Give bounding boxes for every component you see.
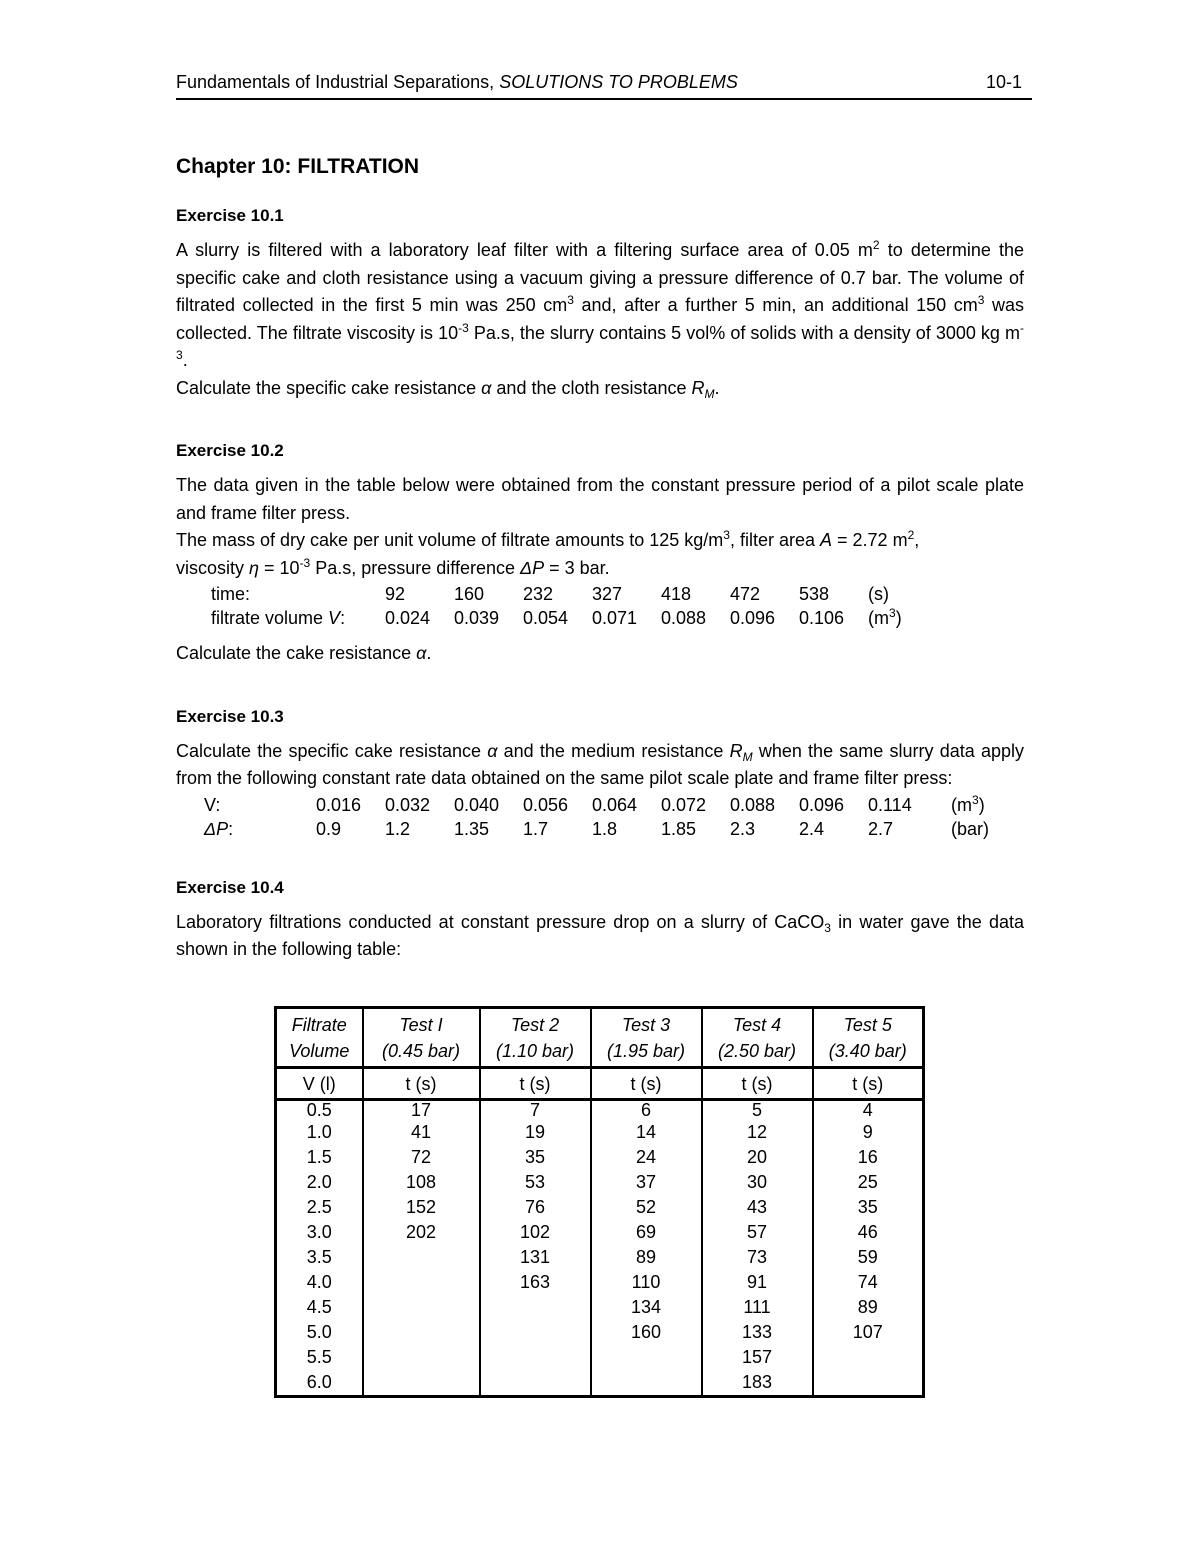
table-row xyxy=(276,1170,924,1195)
unit-header: t (s) xyxy=(363,1068,480,1100)
text-run: and the medium resistance xyxy=(497,740,730,761)
text-run: was collected. The filtrate viscosity is 10 xyxy=(176,295,1025,343)
table-row xyxy=(276,1370,924,1397)
eta-symbol: η xyxy=(249,557,260,578)
table-cell: 2.3 xyxy=(730,818,756,839)
table-cell: 59 xyxy=(813,1245,924,1270)
table-cell xyxy=(813,1370,924,1397)
table-units-row xyxy=(276,1068,924,1100)
column-header xyxy=(813,1008,924,1068)
superscript: 3 xyxy=(567,293,574,307)
table-row xyxy=(276,1245,924,1270)
unit-cell xyxy=(951,793,989,817)
table-cell: 472 xyxy=(730,584,761,604)
table-cell: 131 xyxy=(480,1245,591,1270)
text-run: ) xyxy=(895,608,902,628)
table-header-row xyxy=(276,1008,924,1068)
table-cell: 1.0 xyxy=(276,1120,363,1145)
table-cell: 41 xyxy=(363,1120,480,1145)
unit-header: t (s) xyxy=(813,1068,924,1100)
table-row xyxy=(276,1145,924,1170)
table-cell: 14 xyxy=(591,1120,702,1145)
table-cell: 69 xyxy=(591,1220,702,1245)
table-cell: 0.064 xyxy=(592,794,638,815)
header-line: Volume xyxy=(289,1041,350,1061)
table-cell: 24 xyxy=(591,1145,702,1170)
table-cell: 111 xyxy=(702,1295,813,1320)
column-header xyxy=(591,1008,702,1068)
table-cell: 2.4 xyxy=(799,818,825,839)
table-cell: 418 xyxy=(661,584,692,604)
table-cell xyxy=(363,1270,480,1295)
table-cell: 133 xyxy=(702,1320,813,1345)
table-cell: 17 xyxy=(363,1100,480,1121)
exercise-text xyxy=(176,555,1024,583)
table-cell: 12 xyxy=(702,1120,813,1145)
table-cell: 52 xyxy=(591,1195,702,1220)
table-row xyxy=(276,1100,924,1121)
rm-symbol: R xyxy=(729,740,743,761)
table-cell: 37 xyxy=(591,1170,702,1195)
row-label: time: xyxy=(211,584,251,604)
table-row xyxy=(276,1295,924,1320)
table-cell xyxy=(480,1320,591,1345)
exercise-heading: Exercise 10.4 xyxy=(176,877,284,897)
area-symbol: A xyxy=(820,530,833,550)
table-cell: 0.072 xyxy=(661,794,707,815)
page-header xyxy=(176,70,1032,100)
header-line: (1.95 bar) xyxy=(606,1041,686,1061)
exercise-heading: Exercise 10.1 xyxy=(176,206,284,225)
header-line: (3.40 bar) xyxy=(828,1041,907,1061)
unit-cell xyxy=(868,606,902,630)
table-cell: 163 xyxy=(480,1270,591,1295)
exercise-text xyxy=(176,527,1024,555)
table-cell: 0.9 xyxy=(316,818,342,839)
table-cell: 0.096 xyxy=(730,608,776,628)
table-cell: 0.032 xyxy=(385,794,431,815)
alpha-symbol: α xyxy=(487,740,498,761)
table-cell xyxy=(480,1295,591,1320)
table-cell: 0.056 xyxy=(523,794,569,815)
unit-header: t (s) xyxy=(591,1068,702,1100)
superscript: 3 xyxy=(889,606,896,620)
table-cell xyxy=(813,1345,924,1370)
table-cell: 46 xyxy=(813,1220,924,1245)
table-cell: 9 xyxy=(813,1120,924,1145)
table-cell: 1.85 xyxy=(661,818,697,839)
column-header xyxy=(702,1008,813,1068)
table-row xyxy=(276,1270,924,1295)
table-cell: 2.7 xyxy=(868,818,894,839)
table-cell: 160 xyxy=(454,584,485,604)
table-cell: 5.5 xyxy=(276,1345,363,1370)
superscript: -3 xyxy=(299,555,311,570)
text-run: to determine the specific cake and cloth resistance using a vacuum giving a pressure difference of 0.7 bar. The volume of filtrated collected in the first 5 min was 250 cm xyxy=(176,240,1024,315)
book-subtitle: SOLUTIONS TO PROBLEMS xyxy=(499,72,738,92)
table-cell: 0.054 xyxy=(523,608,569,628)
table-cell: 1.2 xyxy=(385,818,411,839)
column-header xyxy=(480,1008,591,1068)
header-line: Test 2 xyxy=(510,1015,560,1035)
text-run: (m xyxy=(868,608,889,628)
table-cell: 327 xyxy=(592,584,623,604)
data-table-10-2 xyxy=(211,582,902,630)
table-cell: 6 xyxy=(591,1100,702,1121)
table-cell: 30 xyxy=(702,1170,813,1195)
unit-header: t (s) xyxy=(480,1068,591,1100)
table-row xyxy=(276,1120,924,1145)
exercise-text: The data given in the table below were obtained from the constant pressure period of a pilot scale plate and frame filter press. xyxy=(176,475,1024,523)
alpha-symbol: α xyxy=(416,643,427,663)
book-title-text: Fundamentals of Industrial Separations, xyxy=(176,72,500,92)
header-line: Test 5 xyxy=(843,1015,892,1035)
table-cell: 43 xyxy=(702,1195,813,1220)
superscript: -3 xyxy=(176,320,1024,362)
table-cell: 5.0 xyxy=(276,1320,363,1345)
table-cell: 160 xyxy=(591,1320,702,1345)
page-number: 10-1 xyxy=(985,72,1022,92)
rm-symbol: R xyxy=(691,377,705,398)
table-cell: 76 xyxy=(480,1195,591,1220)
table-cell xyxy=(591,1345,702,1370)
text-run: . xyxy=(426,643,432,663)
alpha-symbol: α xyxy=(481,377,492,398)
table-row xyxy=(276,1195,924,1220)
superscript: -3 xyxy=(458,320,469,335)
text-run: A slurry is filtered with a laboratory leaf filter with a filtering surface area of 0.05 m xyxy=(176,240,873,260)
table-cell: 538 xyxy=(799,584,830,604)
header-line: Test 4 xyxy=(732,1015,782,1035)
table-cell xyxy=(363,1345,480,1370)
header-line: (1.10 bar) xyxy=(495,1041,575,1061)
text-run: = 3 bar. xyxy=(544,557,610,578)
table-cell: 5 xyxy=(702,1100,813,1121)
table-cell: 73 xyxy=(702,1245,813,1270)
text-run: Laboratory filtrations conducted at constant pressure drop on a slurry of CaCO xyxy=(176,911,825,932)
exercise-question xyxy=(176,375,1024,403)
header-line: Test 3 xyxy=(621,1015,671,1035)
text-run: and the cloth resistance xyxy=(491,377,692,398)
text-run: = 2.72 m xyxy=(832,530,908,550)
table-cell: 4 xyxy=(813,1100,924,1121)
superscript: 2 xyxy=(907,528,915,542)
table-cell: 4.5 xyxy=(276,1295,363,1320)
text-run: and, after a further 5 min, an additional 150 cm xyxy=(573,295,978,315)
table-cell xyxy=(363,1245,480,1270)
table-cell: 89 xyxy=(591,1245,702,1270)
table-cell: 53 xyxy=(480,1170,591,1195)
row-label xyxy=(204,817,316,841)
superscript: 2 xyxy=(872,238,880,252)
table-row xyxy=(276,1320,924,1345)
table-cell: 0.024 xyxy=(385,608,431,628)
text-run: : xyxy=(340,608,346,628)
text-run: Calculate the specific cake resistance xyxy=(176,377,482,398)
superscript: 3 xyxy=(977,293,985,307)
table-cell: 108 xyxy=(363,1170,480,1195)
table-cell xyxy=(591,1370,702,1397)
table-row xyxy=(211,606,902,630)
text-run: Pa.s, pressure difference xyxy=(310,557,521,578)
exercise-heading: Exercise 10.3 xyxy=(176,706,284,726)
table-cell: 91 xyxy=(702,1270,813,1295)
text-run: = 10 xyxy=(259,557,300,578)
text-run: : xyxy=(228,818,234,839)
table-cell: 74 xyxy=(813,1270,924,1295)
superscript: 3 xyxy=(972,792,979,807)
table-cell: 0.071 xyxy=(592,608,638,628)
row-label xyxy=(211,606,385,630)
filtration-data-table xyxy=(274,1006,925,1398)
exercise-text xyxy=(176,237,1024,375)
table-cell: 1.35 xyxy=(454,818,490,839)
table-cell: 0.016 xyxy=(316,794,362,815)
unit-header: V (l) xyxy=(276,1068,363,1100)
table-cell: 89 xyxy=(813,1295,924,1320)
row-label: V: xyxy=(204,794,221,815)
text-run: , xyxy=(914,530,920,550)
table-cell: 16 xyxy=(813,1145,924,1170)
header-line: Filtrate xyxy=(291,1015,347,1035)
table-cell: 0.039 xyxy=(454,608,500,628)
text-run: Pa.s, the slurry contains 5 vol% of solids with a density of 3000 kg m xyxy=(468,322,1020,343)
subscript: M xyxy=(704,386,715,401)
text-run: Calculate the cake resistance xyxy=(176,643,417,663)
exercise-text xyxy=(176,738,1024,793)
table-cell: 202 xyxy=(363,1220,480,1245)
table-cell xyxy=(363,1320,480,1345)
table-cell: 102 xyxy=(480,1220,591,1245)
chapter-title: Chapter 10: FILTRATION xyxy=(176,155,420,178)
table-cell: 110 xyxy=(591,1270,702,1295)
table-row xyxy=(276,1345,924,1370)
header-line: (2.50 bar) xyxy=(717,1041,797,1061)
table-cell: 92 xyxy=(385,584,406,604)
text-run: when the same slurry data apply from the following constant rate data obtained on the same pilot scale plate and frame filter press: xyxy=(176,740,1024,788)
header-line: Test I xyxy=(399,1015,443,1035)
subscript: 3 xyxy=(824,920,831,935)
table-cell: 72 xyxy=(363,1145,480,1170)
table-cell: 6.0 xyxy=(276,1370,363,1397)
table-cell: 19 xyxy=(480,1120,591,1145)
table-cell: 232 xyxy=(523,584,554,604)
table-cell: 0.106 xyxy=(799,608,845,628)
table-cell: 152 xyxy=(363,1195,480,1220)
unit-cell: (s) xyxy=(868,584,889,604)
table-cell xyxy=(480,1345,591,1370)
unit-cell: (bar) xyxy=(951,818,990,839)
superscript: 3 xyxy=(723,528,730,542)
exercise-heading: Exercise 10.2 xyxy=(176,441,284,460)
table-cell: 20 xyxy=(702,1145,813,1170)
table-cell: 3.0 xyxy=(276,1220,363,1245)
text-run: ) xyxy=(978,794,985,815)
table-cell xyxy=(363,1370,480,1397)
volume-symbol: V xyxy=(328,608,341,628)
text-run: . xyxy=(182,350,188,370)
table-cell: 0.114 xyxy=(868,794,912,815)
delta-p-symbol: ΔP xyxy=(204,818,229,839)
table-cell: 4.0 xyxy=(276,1270,363,1295)
exercise-question xyxy=(176,640,1024,668)
table-cell: 2.5 xyxy=(276,1195,363,1220)
table-row xyxy=(204,793,989,817)
text-run: The mass of dry cake per unit volume of filtrate amounts to 125 kg/m xyxy=(176,530,724,550)
table-cell: 134 xyxy=(591,1295,702,1320)
table-cell: 2.0 xyxy=(276,1170,363,1195)
data-table-10-3 xyxy=(204,793,989,841)
table-cell: 1.8 xyxy=(592,818,618,839)
book-title xyxy=(176,72,738,93)
table-cell: 0.088 xyxy=(661,608,707,628)
table-cell: 7 xyxy=(480,1100,591,1121)
table-row xyxy=(211,582,902,606)
table-cell: 0.088 xyxy=(730,794,776,815)
text-run: in water gave the data shown in the following table: xyxy=(176,911,1024,959)
table-cell: 3.5 xyxy=(276,1245,363,1270)
table-body xyxy=(276,1100,924,1397)
header-line: (0.45 bar) xyxy=(381,1041,461,1061)
text-run: viscosity xyxy=(176,557,250,578)
exercise-text xyxy=(176,909,1024,964)
table-cell: 0.5 xyxy=(276,1100,363,1121)
table-cell: 0.096 xyxy=(799,794,845,815)
delta-p-symbol: ΔP xyxy=(520,557,545,578)
text-run: Calculate the specific cake resistance xyxy=(176,740,488,761)
table-cell: 183 xyxy=(702,1370,813,1397)
text-run: filtrate volume xyxy=(211,608,329,628)
text-run: . xyxy=(714,377,720,398)
table-cell: 107 xyxy=(813,1320,924,1345)
table-cell: 1.5 xyxy=(276,1145,363,1170)
table-cell: 57 xyxy=(702,1220,813,1245)
table-cell: 35 xyxy=(813,1195,924,1220)
table-cell: 35 xyxy=(480,1145,591,1170)
table-row xyxy=(204,817,989,841)
text-run: , filter area xyxy=(729,530,820,550)
text-run: (m xyxy=(951,794,972,815)
column-header xyxy=(363,1008,480,1068)
unit-header: t (s) xyxy=(702,1068,813,1100)
table-cell: 25 xyxy=(813,1170,924,1195)
subscript: M xyxy=(742,749,753,764)
table-cell: 157 xyxy=(702,1345,813,1370)
table-row xyxy=(276,1220,924,1245)
table-cell xyxy=(480,1370,591,1397)
table-cell xyxy=(363,1295,480,1320)
table-cell: 1.7 xyxy=(523,818,549,839)
page-content xyxy=(176,153,1024,964)
table-cell: 0.040 xyxy=(454,794,500,815)
column-header xyxy=(276,1008,363,1068)
